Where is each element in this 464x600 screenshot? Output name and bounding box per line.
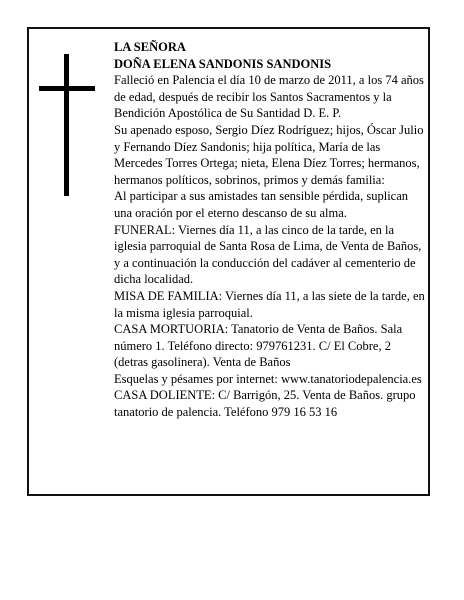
family-mass-info: MISA DE FAMILIA: Viernes día 11, a las siete de la tarde, en la misma iglesia parroquial. [114, 288, 425, 320]
grieving-house-info: CASA DOLIENTE: C/ Barrigón, 25. Venta de Baños. grupo tanatorio de palencia. Teléfono 979 16 53 16 [114, 388, 416, 420]
deceased-name: DOÑA ELENA SANDONIS SANDONIS [114, 56, 332, 71]
cross-vertical-bar [64, 54, 69, 196]
death-announcement: Falleció en Palencia el día 10 de marzo de 2011, a los 74 años de edad, después de recibir los Santos Sacramentos y la Bendición Apostólica de Su Santidad D. E. P. [114, 73, 424, 121]
prayer-request: Al participar a sus amistades tan sensible pérdida, suplican una oración por el eterno descanso de su alma. [114, 189, 409, 220]
cross-horizontal-bar [39, 86, 95, 91]
funeral-home-info: CASA MORTUORIA: Tanatorio de Venta de Baños. Sala número 1. Teléfono directo: 979761231. C/ El Cobre, 2 (detras gasolinera). Venta de Baños [114, 322, 403, 370]
online-condolences: Esquelas y pésames por internet: www.tanatoriodepalencia.es [114, 371, 422, 386]
obituary-text [114, 39, 426, 421]
funeral-info: FUNERAL: Viernes día 11, a las cinco de la tarde, en la iglesia parroquial de Santa Rosa de Lima, de Venta de Baños, y a continuación la conducción del cadáver al cementerio de dicha localidad. [114, 222, 422, 287]
family-list: Su apenado esposo, Sergio Díez Rodríguez; hijos, Óscar Julio y Fernando Díez Sandonis; hija política, María de las Mercedes Torres Ortega; nieta, Elena Díez Torres; hermanos, hermanos políticos, sobrinos, primos y demás familia: [114, 122, 424, 187]
heading-title: LA SEÑORA [114, 40, 186, 54]
